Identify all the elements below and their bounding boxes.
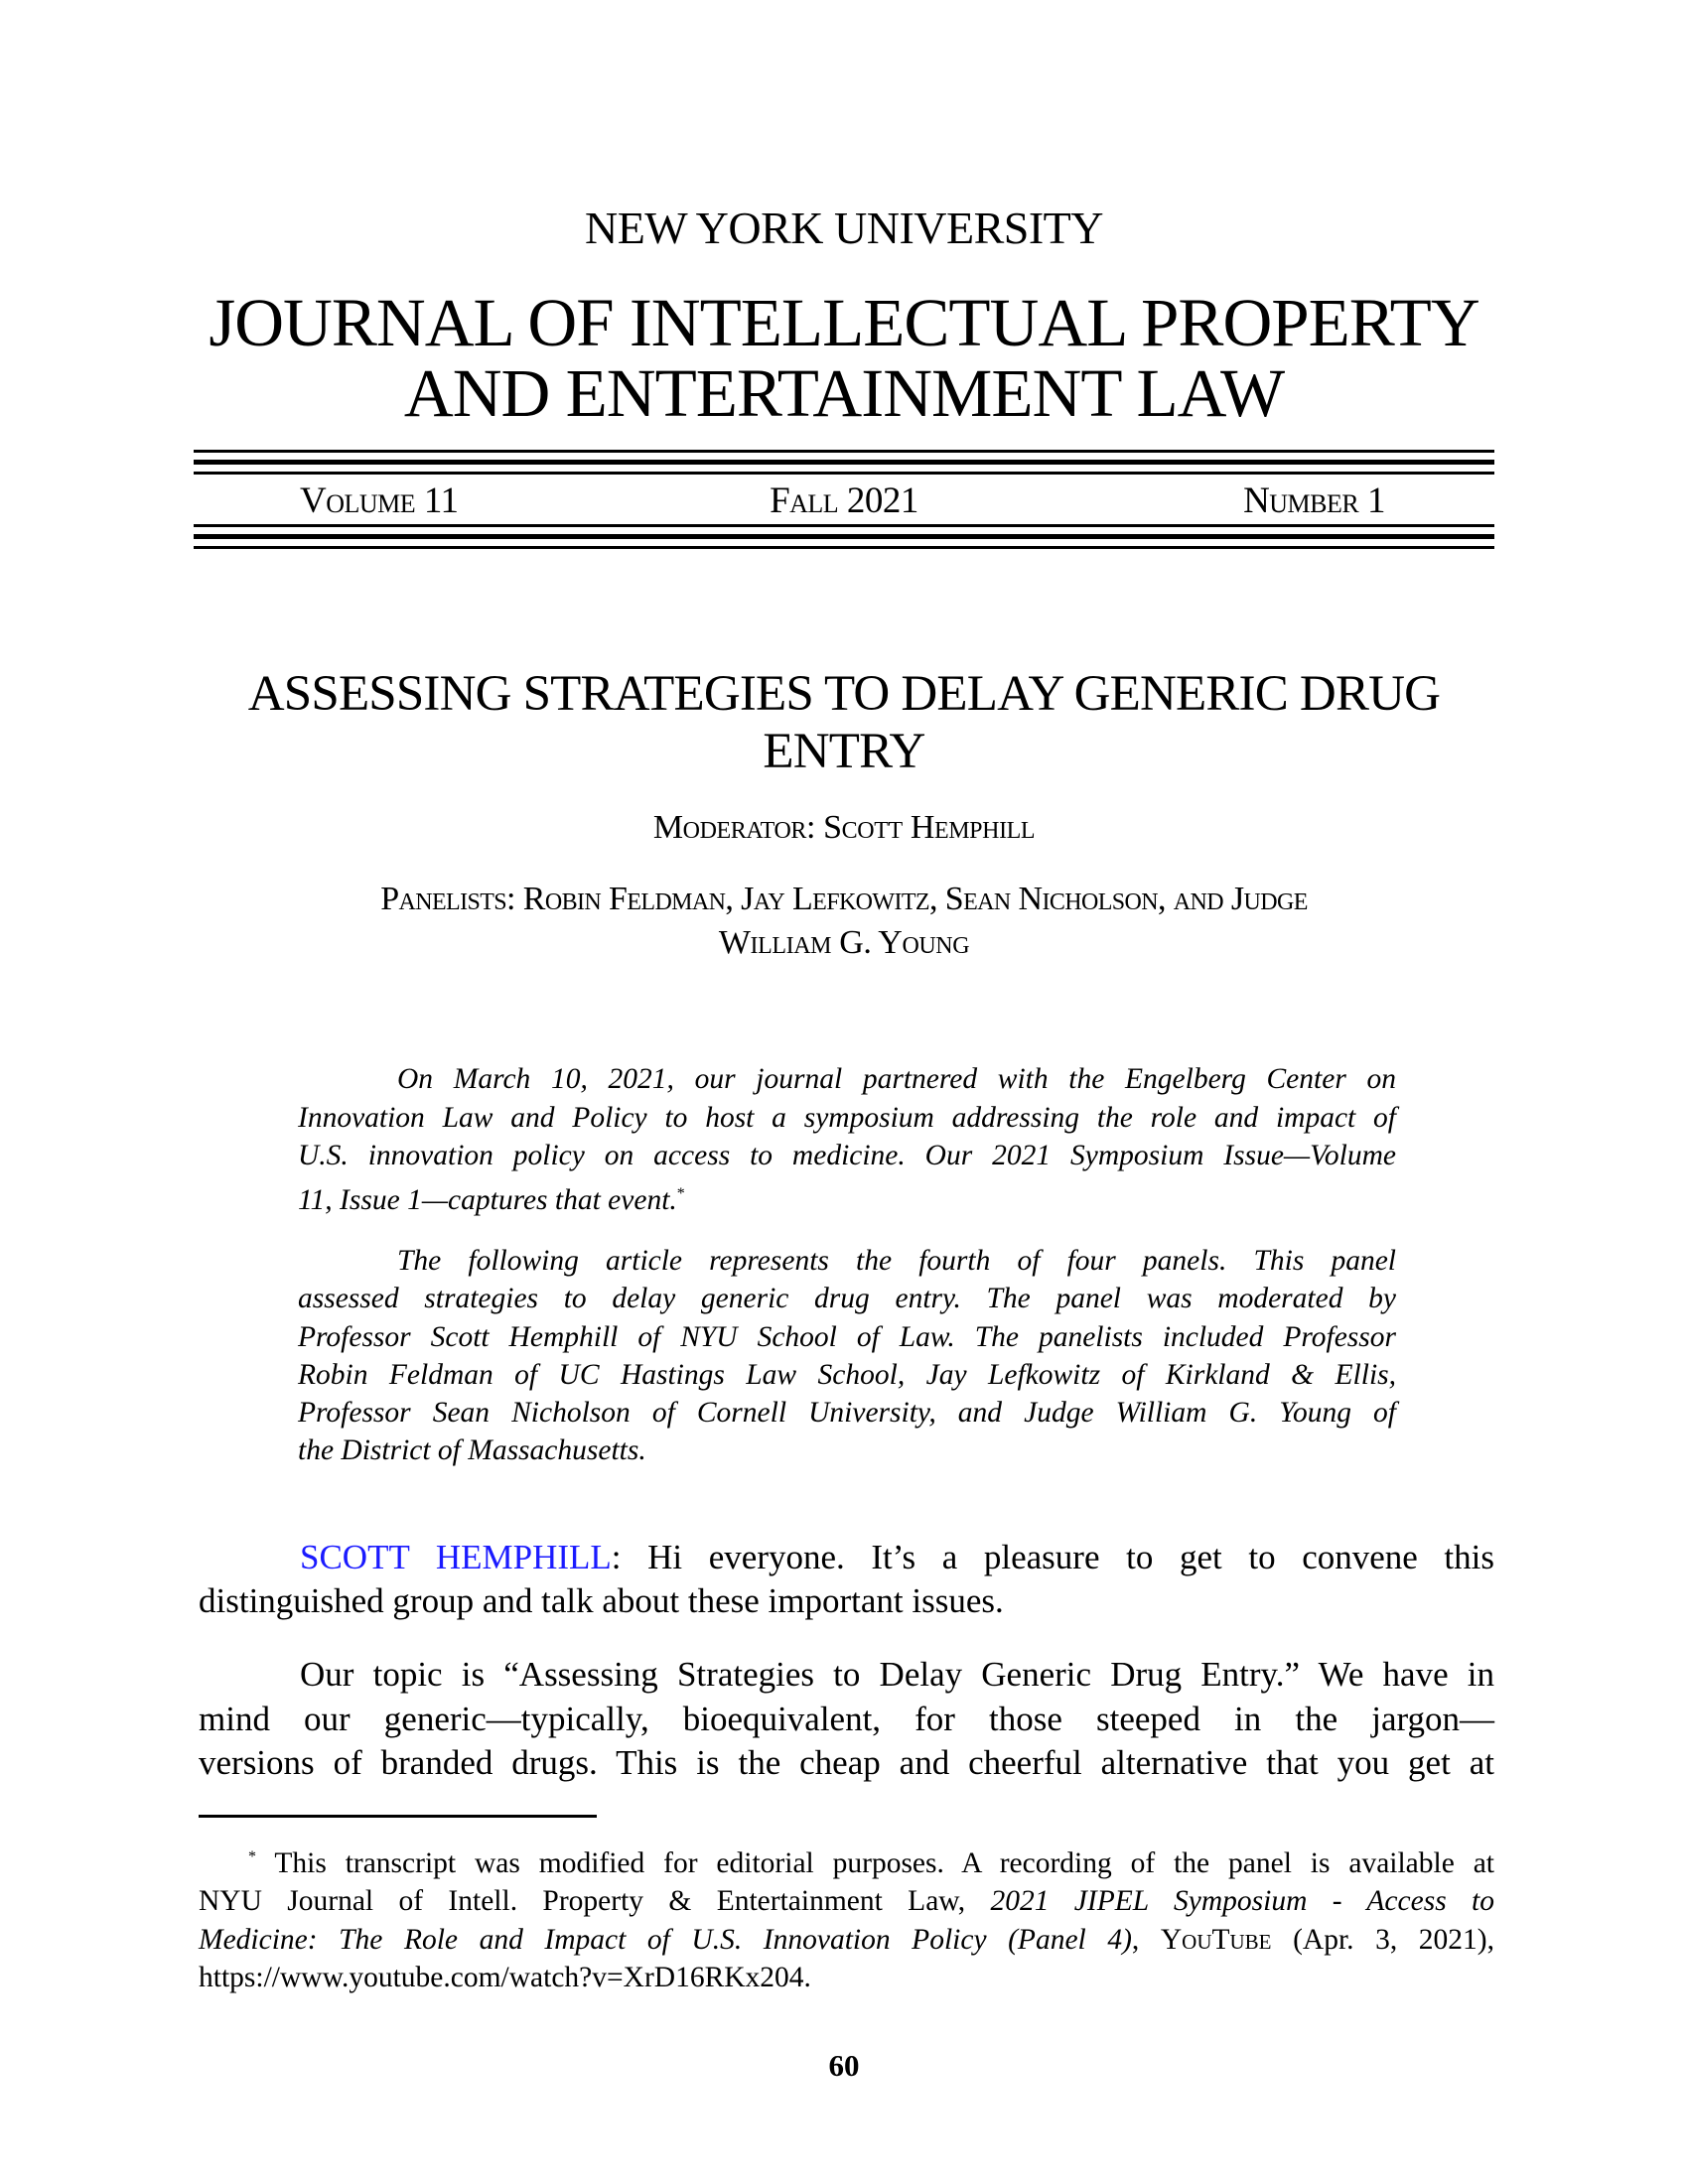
footnote-line1 — [199, 1839, 1494, 1882]
footnote-separator — [199, 1815, 597, 1818]
body-p2-line: Our topic is “Assessing Strategies to Delay Generic Drug Entry.” We have in — [300, 1655, 1494, 1694]
moderator-line: Moderator: Scott Hemphill — [652, 809, 1036, 846]
panelists-line2: William G. Young — [718, 924, 970, 961]
abstract-p2-line: Professor Scott Hemphill of NYU School of Law. The panelists included Professor — [298, 1320, 1396, 1353]
footnote-source: YouTube — [1160, 1923, 1272, 1956]
speaker-text: : Hi everyone. It’s a pleasure to get to convene this — [611, 1538, 1494, 1576]
abstract-paragraph-1 — [298, 1060, 1396, 1219]
abstract-p2-line: the District of Massachusetts. — [298, 1434, 646, 1467]
footnote-line4 — [199, 1959, 1494, 1997]
footnote-citation-title-cont: Medicine: The Role and Impact of U.S. Innovation Policy (Panel 4) — [199, 1923, 1132, 1956]
abstract-p1-line: 11, Issue 1—captures that event. — [298, 1183, 677, 1216]
journal-title-line2: AND ENTERTAINMENT LAW — [403, 355, 1285, 431]
volume-label: Volume 11 — [300, 480, 459, 521]
abstract-p2-line: assessed strategies to delay generic drug entry. The panel was moderated by — [298, 1283, 1396, 1315]
season-label: Fall 2021 — [770, 480, 918, 521]
rule-top-2 — [194, 460, 1494, 465]
abstract-p1-line: U.S. innovation policy on access to medicine. Our 2021 Symposium Issue—Volume — [298, 1140, 1396, 1171]
university-name: NEW YORK UNIVERSITY — [584, 203, 1103, 253]
rule-top-1 — [194, 450, 1494, 453]
number-label: Number 1 — [1243, 480, 1385, 521]
abstract-p1-line: Innovation Law and Policy to host a symposium addressing the role and impact of — [298, 1101, 1396, 1134]
footnote-separator-comma: , — [1131, 1923, 1161, 1956]
rule-bottom-3 — [194, 546, 1494, 549]
body-p1-line2: distinguished group and talk about these important issues. — [199, 1581, 1004, 1620]
panelists-line1: Panelists: Robin Feldman, Jay Lefkowitz, Sean Nicholson, and Judge — [380, 881, 1308, 917]
abstract-p1-line: On March 10, 2021, our journal partnered with the Engelberg Center on — [397, 1063, 1396, 1095]
footnote-url[interactable]: https://www.youtube.com/watch?v=XrD16RKx204. — [199, 1962, 811, 1994]
abstract-paragraph-2 — [298, 1242, 1396, 1470]
footnote-reference[interactable]: * — [676, 1184, 685, 1202]
footnote-date: (Apr. 3, 2021), — [1271, 1923, 1494, 1956]
footnote-citation-author: NYU Journal of Intell. Property & Entertainment Law, — [199, 1885, 991, 1918]
journal-title-line1: JOURNAL OF INTELLECTUAL PROPERTY — [209, 285, 1479, 360]
body-p1-line1 — [199, 1536, 1494, 1579]
speaker-name: SCOTT HEMPHILL — [300, 1538, 612, 1576]
footnote-line2 — [199, 1882, 1494, 1921]
footnote — [199, 1839, 1494, 1997]
page-number: 60 — [828, 2048, 860, 2083]
abstract-p2-line: Professor Sean Nicholson of Cornell University, and Judge William G. Young of — [298, 1397, 1396, 1430]
body-p2-line: mind our generic—typically, bioequivalent, for those steeped in the jargon— — [199, 1699, 1494, 1738]
article-title-line1: ASSESSING STRATEGIES TO DELAY GENERIC DRUG — [247, 666, 1441, 722]
rule-bottom-1 — [194, 524, 1494, 527]
article-title-line2: ENTRY — [763, 724, 925, 779]
footnote-line3 — [199, 1921, 1494, 1960]
abstract-p2-line: The following article represents the fourth of four panels. This panel — [397, 1245, 1396, 1277]
abstract-p2-line: Robin Feldman of UC Hastings Law School, Jay Lefkowitz of Kirkland & Ellis, — [298, 1358, 1396, 1391]
body-p2-line: versions of branded drugs. This is the cheap and cheerful alternative that you get at — [199, 1743, 1494, 1782]
body-paragraph-2 — [199, 1653, 1494, 1786]
body-paragraph-1 — [199, 1536, 1494, 1623]
rule-top-3 — [194, 472, 1494, 475]
footnote-mark: * — [248, 1848, 256, 1865]
footnote-text: This transcript was modified for editorial purposes. A recording of the panel is available at — [274, 1846, 1494, 1879]
footnote-citation-title: 2021 JIPEL Symposium - Access to — [990, 1885, 1494, 1918]
abstract-p1-last-line — [298, 1175, 1396, 1219]
rule-bottom-2 — [194, 534, 1494, 539]
